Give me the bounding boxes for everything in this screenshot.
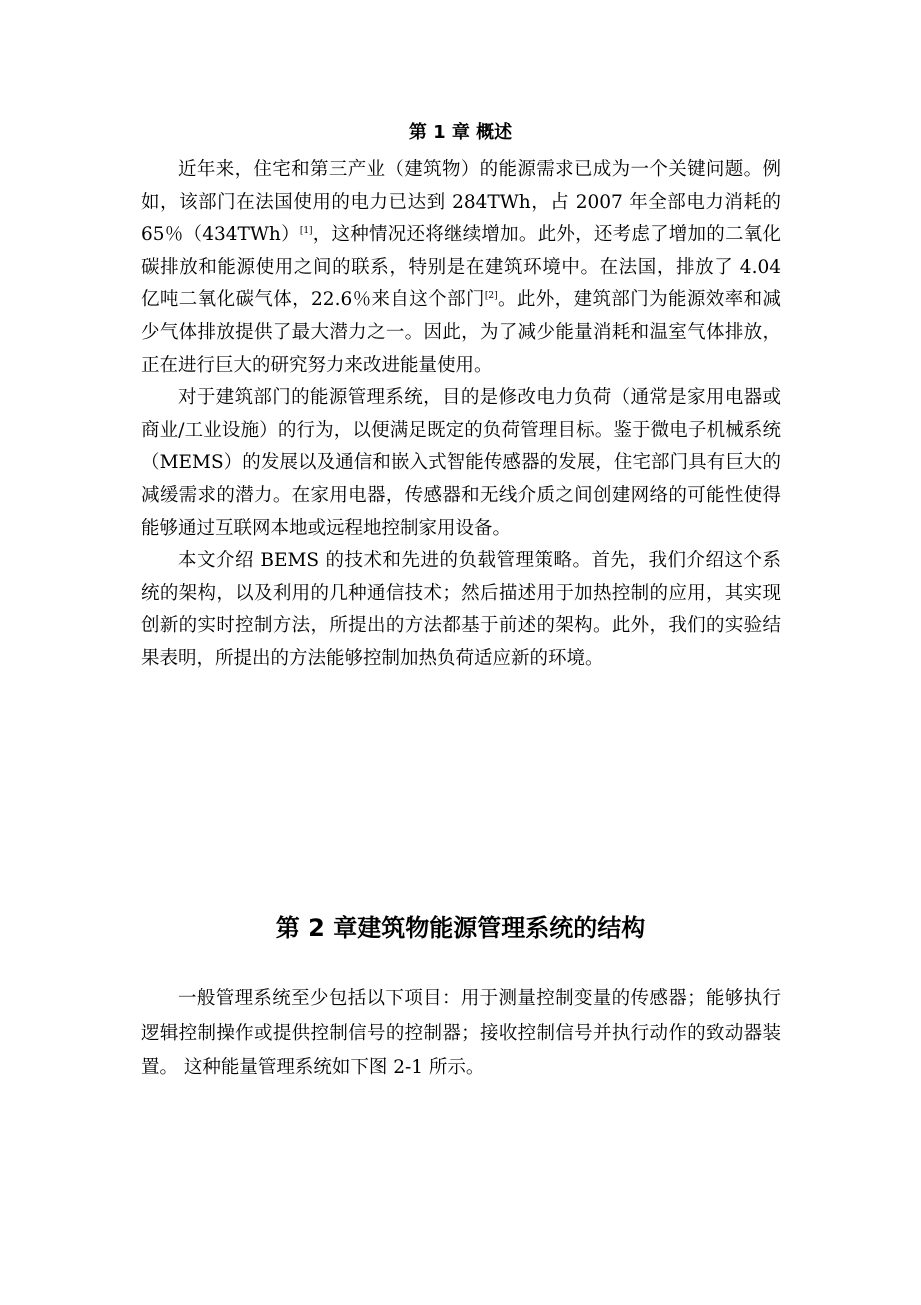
reference-2[interactable]: [2] bbox=[484, 291, 498, 302]
chapter-1-paragraph-3: 本文介绍 BEMS 的技术和先进的负载管理策略。首先，我们介绍这个系统的架构，以及利用的几种通信技术；然后描述用于加热控制的应用，其实现创新的实时控制方法，所提出的方法都基于前述的架构。此外，我们的实验结果表明，所提出的方法能够控制加热负荷适应新的环境。 bbox=[141, 550, 781, 669]
chapter-1-paragraph-2: 对于建筑部门的能源管理系统，目的是修改电力负荷（通常是家用电器或商业/工业设施）的行为，以便满足既定的负荷管理目标。鉴于微电子机械系统（MEMS）的发展以及通信和嵌入式智能传感器的发展，住宅部门具有巨大的减缓需求的潜力。在家用电器，传感器和无线介质之间创建网络的可能性使得能够通过互联网本地或远程地控制家用设备。 bbox=[141, 387, 781, 539]
chapter-1-title: 第 1 章 概述 bbox=[408, 122, 513, 143]
paragraph-1-text-a: 近年来，住宅和第三产业（建筑物）的能源需求已成为一个关键问题。例如，该部门在法国使用的电力已达到 284TWh，占 2007 年全部电力消耗的 65％（434TWh） bbox=[141, 159, 781, 246]
chapter-2-body bbox=[141, 982, 781, 1086]
paragraph-1-text-b: ，这种情况还将继续增加。此外，还考虑了增加的二氧化碳排放和能源使用之间的联系，特别是在建筑环境中。在法国，排放了 4.04 亿吨二氧化碳气体，22.6％来自这个部门 bbox=[141, 224, 781, 311]
reference-1[interactable]: [1] bbox=[299, 226, 313, 237]
paragraph-1-text-c: 。此外，建筑部门为能源效率和减少气体排放提供了最大潜力之一。因此，为了减少能量消耗和温室气体排放，正在进行巨大的研究努力来改进能量使用。 bbox=[141, 289, 781, 376]
chapter-1-body bbox=[141, 154, 781, 676]
chapter-2-paragraph-1: 一般管理系统至少包括以下项目：用于测量控制变量的传感器；能够执行逻辑控制操作或提供控制信号的控制器；接收控制信号并执行动作的致动器装置。 这种能量管理系统如下图 2-1 所示。 bbox=[141, 988, 781, 1079]
chapter-1-paragraph-1 bbox=[141, 154, 781, 382]
chapter-2-title: 第 2 章建筑物能源管理系统的结构 bbox=[275, 914, 646, 942]
